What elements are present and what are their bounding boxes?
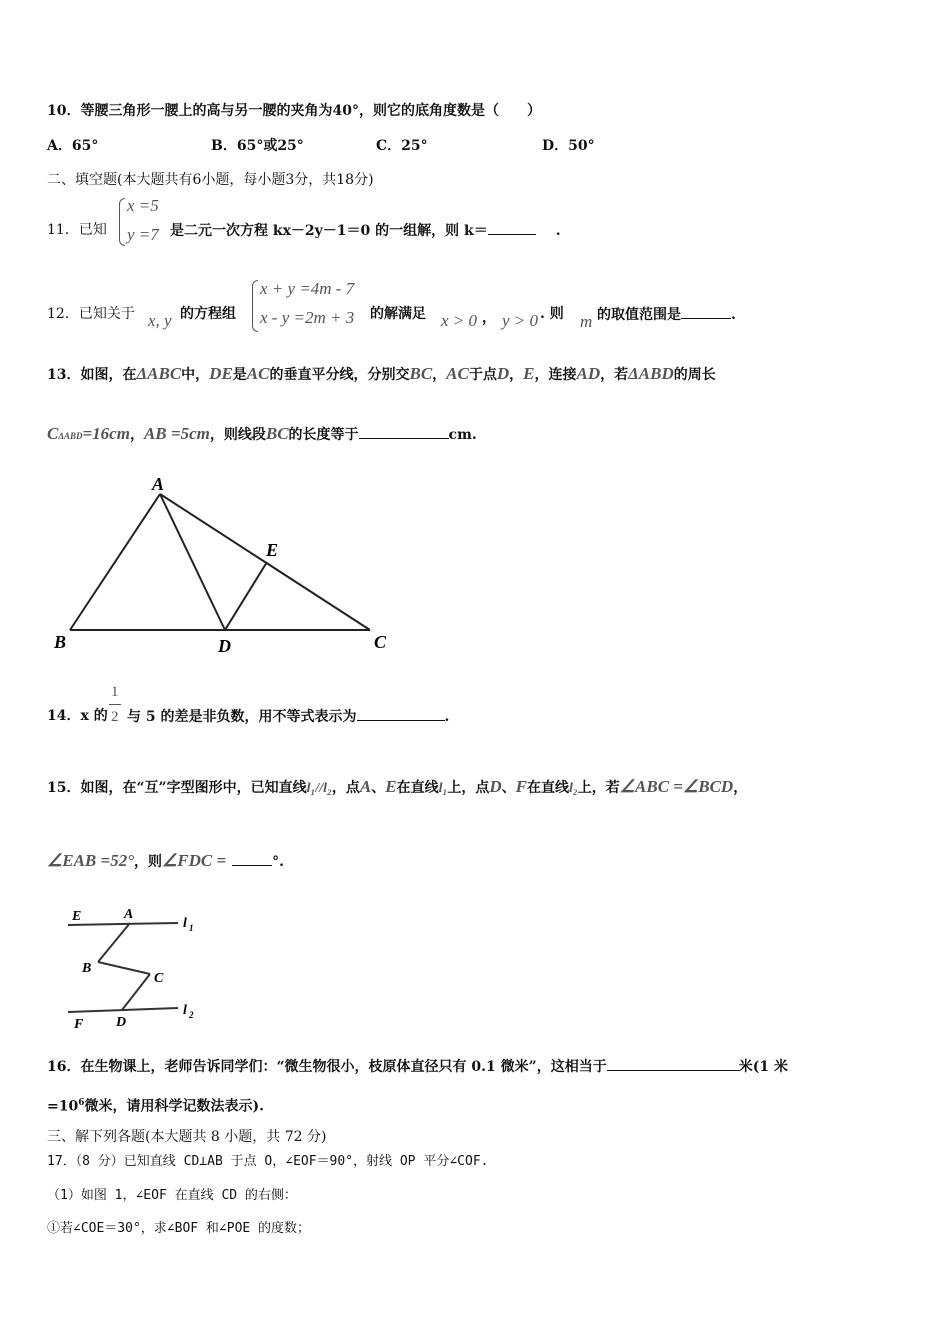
q16-line1: 16．在生物课上，老师告诉同学们：“微生物很小，枝原体直径只有 0.1 微米”，这相当于 米(1 米 (47, 1056, 788, 1077)
q17-sub1: ①若∠COE＝30°，求∠BOF 和∠POE 的度数； (47, 1221, 311, 1236)
q12-text1: 的方程组 (180, 306, 236, 322)
q11-eq1: x =5 (127, 196, 159, 215)
label-d: D (218, 636, 231, 656)
q11-number: 11．已知 (47, 222, 107, 238)
q14-number: 14．x 的 (47, 708, 108, 724)
q11-brace (119, 198, 125, 246)
q12-cond2: y > 0 (502, 311, 539, 330)
q11-text: 是二元一次方程 kx－2y－1＝0 的一组解，则 k＝ . (170, 220, 561, 241)
label-l2-sub: 2 (189, 1010, 194, 1020)
q12-var-m: m (580, 312, 593, 331)
q12-vars: x, y (148, 311, 172, 330)
q10-stem: 10．等腰三角形一腰上的高与另一腰的夹角为40°，则它的底角度数是（ ） (47, 103, 541, 119)
q14-frac-den: 2 (111, 709, 119, 725)
q12-brace (252, 280, 258, 332)
q14-frac-num: 1 (111, 684, 119, 700)
label-a: A (152, 474, 165, 494)
label-d: D (116, 1015, 127, 1030)
q13-line1: 13．如图，在ΔABC中，DE是AC的垂直平分线，分别交BC，AC于点D，E，连接AD，若ΔABD的周长 (47, 364, 716, 383)
q12-number: 12．已知关于 (47, 306, 135, 322)
q17-part1: （1）如图 1，∠EOF 在直线 CD 的右侧： (47, 1188, 297, 1203)
q10-option-a: A．65° (47, 138, 99, 154)
q11-eq2: y =7 (127, 225, 159, 244)
triangle-figure (48, 470, 398, 660)
q17-stem: 17．（8 分）已知直线 CD⊥AB 于点 O，∠EOF＝90°，射线 OP 平分∠COF. (47, 1154, 489, 1169)
q13-answer-blank[interactable] (359, 424, 449, 439)
q10-option-d: D．50° (542, 138, 595, 154)
q12-eq2: x - y =2m + 3 (260, 308, 355, 327)
label-e: E (72, 909, 82, 924)
q10-option-b: B．65°或25° (211, 138, 304, 154)
q16-line2: $=10^6$微米，请用科学记数法表示). (47, 1098, 264, 1115)
q12-text3: . 则 (540, 306, 564, 322)
label-l1: l (183, 916, 187, 931)
q14-answer-blank[interactable] (357, 706, 445, 721)
section-3-heading: 三、解下列各题(本大题共 8 小题，共 72 分) (47, 1129, 327, 1145)
q14-frac-bar (109, 704, 121, 705)
q14-text: 与 5 的差是非负数，用不等式表示为 . (127, 706, 449, 727)
label-e: E (266, 540, 279, 560)
label-b: B (82, 961, 92, 976)
q12-text2: 的解满足 (370, 306, 426, 322)
label-a: A (124, 907, 134, 922)
label-l2: l (183, 1003, 187, 1018)
label-l1-sub: 1 (189, 923, 194, 933)
q12-answer-blank[interactable] (681, 304, 731, 319)
q13-line2: CΔABD=16cm，AB =5cm，则线段BC的长度等于 cm. (47, 424, 477, 443)
q12-eq1: x + y =4m - 7 (260, 279, 355, 298)
q12-cond1: x > 0 (441, 311, 478, 330)
section-2-heading: 二、填空题(本大题共有6小题，每小题3分，共18分) (47, 172, 374, 188)
label-c: C (154, 971, 164, 986)
triangle-lines (70, 494, 370, 630)
q15-line2: ∠EAB =52°，则∠FDC = °. (47, 851, 285, 870)
label-c: C (374, 632, 387, 652)
q16-answer-blank[interactable] (607, 1056, 739, 1071)
label-b: B (54, 632, 67, 652)
q15-line1: 15．如图，在“互”字型图形中，已知直线l₁//l₂，点A、E在直线l₁上，点D、F在直线l₂上，若∠ABC =∠BCD， (47, 777, 748, 796)
q15-answer-blank[interactable] (232, 851, 272, 866)
q11-answer-blank[interactable] (488, 220, 536, 235)
hu-shape-figure (60, 900, 220, 1040)
q10-option-c: C．25° (376, 138, 428, 154)
label-f: F (74, 1017, 84, 1032)
q12-text4: 的取值范围是 . (597, 304, 736, 325)
q12-comma: ， (482, 310, 496, 326)
